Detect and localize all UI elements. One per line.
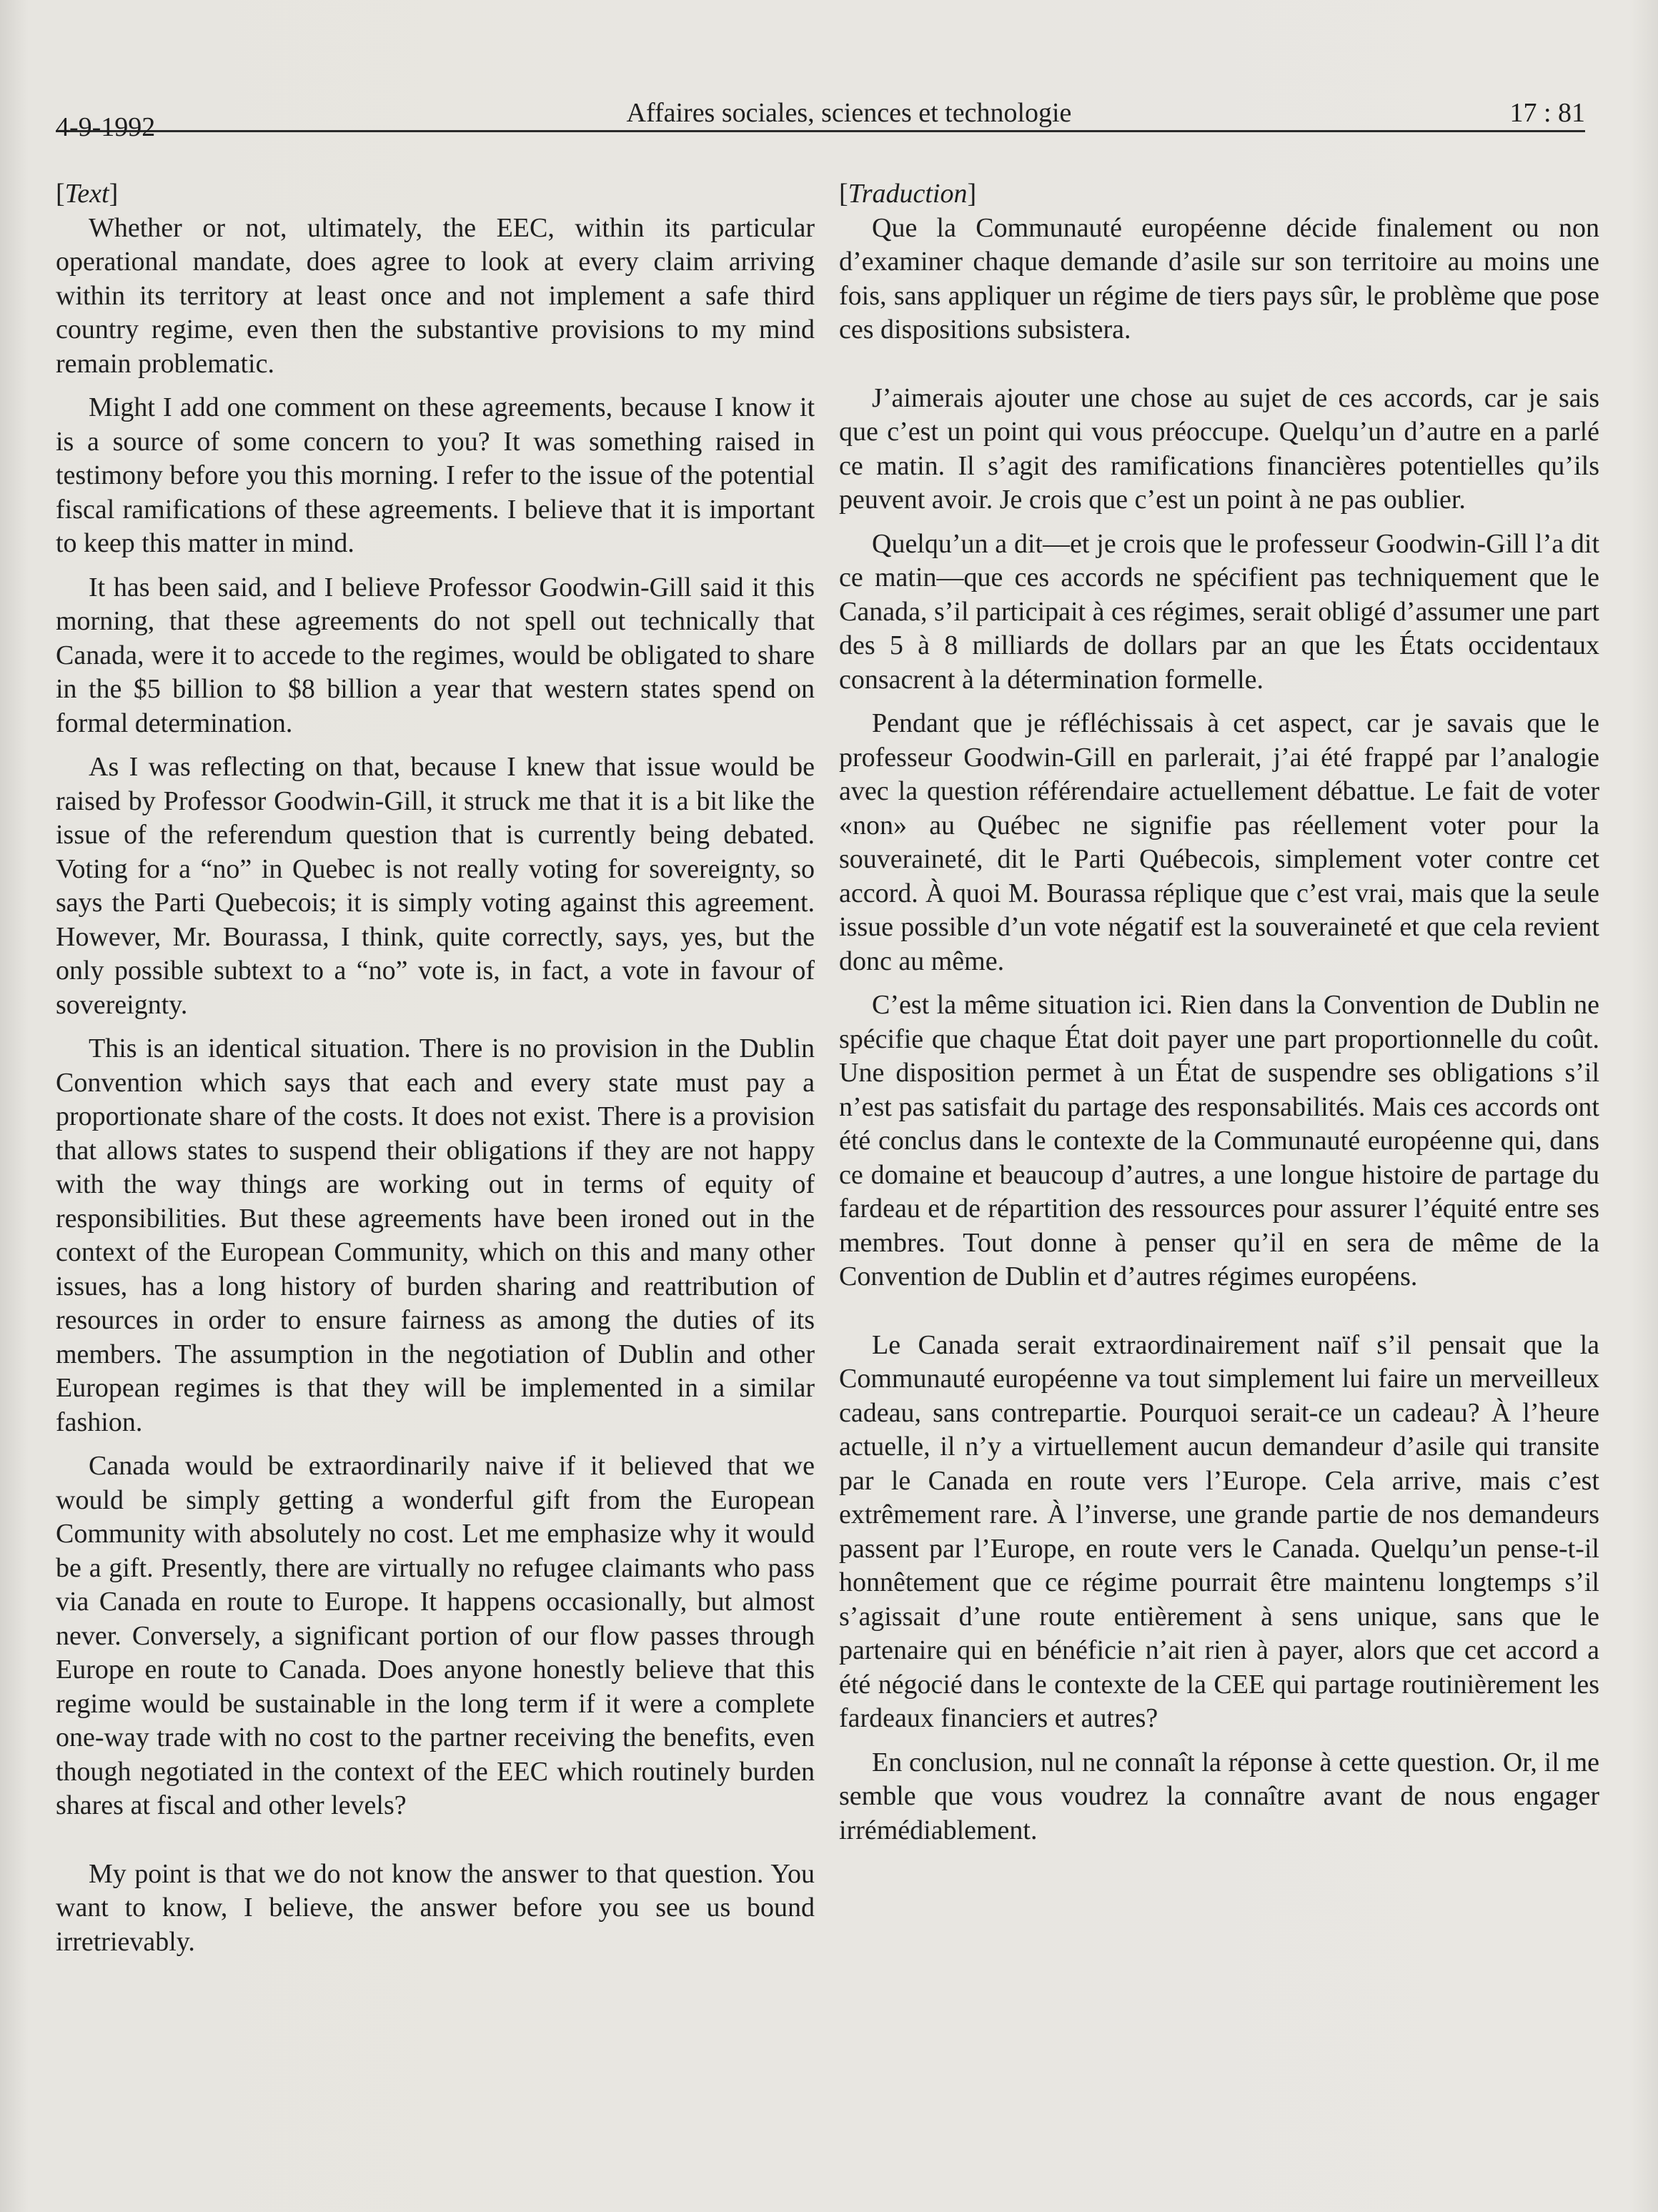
paragraph: Quelqu’un a dit—et je crois que le professeur Goodwin-Gill l’a dit ce matin—que ces accords ne spécifient pas techniquement que le Canada, s’il participait à ces régimes, serait obligé d’assumer une part des 5 à 8 milliards de dollars par an que les États occidentaux consacrent à la détermination formelle.	[839, 528, 1599, 695]
french-column	[839, 177, 1599, 1848]
paragraph: Le Canada serait extraordinairement naïf s’il pensait que la Communauté européenne va tout simplement lui faire un merveilleux cadeau, sans contrepartie. Pourquoi serait-ce un cadeau? À l’heure actuelle, il n’y a virtuellement aucun demandeur d’asile qui transite par le Canada en route vers l’Europe. Cela arrive, mais c’est extrêmement rare. À l’inverse, une grande partie de nos demandeurs passent par l’Europe, en route vers le Canada. Quelqu’un pense-t-il honnêtement que ce régime pourrait être maintenu longtemps s’il s’agissait d’une route entièrement à sens unique, sans que le partenaire qui en bénéficie n’ait rien à payer, alors que cet accord a été négocié dans le contexte de la CEE qui partage routinièrement les fardeaux financiers et autres?	[839, 1329, 1599, 1733]
paragraph: Canada would be extraordinarily naive if it believed that we would be simply getting a wonderful gift from the European Community with absolutely no cost. Let me emphasize why it would be a gift. Presently, there are virtually no refugee claimants who pass via Canada en route to Europe. It happens occasionally, but almost never. Conversely, a significant portion of our flow passes through Europe en route to Canada. Does anyone honestly believe that this regime would be sustainable in the long term if it were a complete one-way trade with no cost to the partner receiving the benefits, even though negotiated in the context of the EEC which routinely burden shares at fiscal and other levels?	[56, 1451, 815, 1820]
paragraph: En conclusion, nul ne connaît la réponse à cette question. Or, il me semble que vous voudrez la connaître avant de nous engager irrémédiablement.	[839, 1747, 1599, 1845]
header-page-number: 17 : 81	[1509, 98, 1585, 128]
paragraph: Whether or not, ultimately, the EEC, within its particular operational mandate, does agree to look at every claim arriving within its territory at least once and not implement a safe third country regime, even then the substantive provisions to my mind remain problematic.	[56, 212, 815, 379]
page-header	[56, 97, 1585, 142]
traduction-tag: [Traduction]	[839, 179, 977, 209]
paragraph: Pendant que je réfléchissais à cet aspect, car je savais que le professeur Goodwin-Gill en parlerait, j’ai été frappé par l’analogie avec la question référendaire actuellement débattue. Le fait de voter «non» au Québec ne signifie pas réellement voter pour la souveraineté, dit le Parti Québecois, simplement voter contre cet accord. À quoi M. Bourassa réplique que c’est vrai, mais que la seule issue possible d’un vote négatif est la souveraineté et que cela revient donc au même.	[839, 708, 1599, 976]
header-date: 4-9-1992	[56, 112, 156, 142]
paragraph: As I was reflecting on that, because I knew that issue would be raised by Professor Goodwin-Gill, it struck me that it is a bit like the issue of the referendum question that is currently being debated. Voting for a “no” in Quebec is not really voting for sovereignty, so says the Parti Quebecois; it is simply voting against this agreement. However, Mr. Bourassa, I think, quite correctly, says, yes, but the only possible subtext to a “no” vote is, in fact, a vote in favour of sovereignty.	[56, 752, 815, 1020]
text-tag: [Text]	[56, 179, 119, 209]
english-column	[56, 177, 815, 1959]
paragraph: C’est la même situation ici. Rien dans la Convention de Dublin ne spécifie que chaque État doit payer une part proportionnelle du coût. Une disposition permet à un État de suspendre ses obligations s’il n’est pas satisfait du partage des responsabilités. Mais ces accords ont été conclus dans le contexte de la Communauté européenne qui, dans ce domaine et beaucoup d’autres, a une longue histoire de partage du fardeau et de répartition des ressources pour assurer l’équité entre ses membres. Tout donne à penser qu’il en sera de même de la Convention de Dublin et d’autres régimes européens.	[839, 990, 1599, 1291]
paragraph: My point is that we do not know the answer to that question. You want to know, I believe, the answer before you see us bound irretrievably.	[56, 1858, 815, 1957]
paragraph: J’aimerais ajouter une chose au sujet de ces accords, car je sais que c’est un point qui vous préoccupe. Quelqu’un d’autre en a parlé ce matin. Il s’agit des ramifications financières potentielles qu’ils peuvent avoir. Je crois que c’est un point à ne pas oublier.	[839, 382, 1599, 515]
header-title: Affaires sociales, sciences et technologie	[626, 98, 1072, 128]
paragraph: It has been said, and I believe Professor Goodwin-Gill said it this morning, that these agreements do not spell out technically that Canada, were it to accede to the regimes, would be obligated to share in the $5 billion to $8 billion a year that western states spend on formal determination.	[56, 572, 815, 738]
paragraph: Might I add one comment on these agreements, because I know it is a source of some concern to you? It was something raised in testimony before you this morning. I refer to the issue of the potential fiscal ramifications of these agreements. I believe that it is important to keep this matter in mind.	[56, 392, 815, 558]
paragraph: This is an identical situation. There is no provision in the Dublin Convention which says that each and every state must pay a proportionate share of the costs. It does not exist. There is a provision that allows states to suspend their obligations if they are not happy with the way things are working out in terms of equity of responsibilities. But these agreements have been ironed out in the context of the European Community, which on this and many other issues, has a long history of burden sharing and reattribution of resources in order to ensure fairness as among the duties of its members. The assumption in the negotiation of Dublin and other European regimes is that they will be implemented in a similar fashion.	[56, 1033, 815, 1437]
paragraph: Que la Communauté européenne décide finalement ou non d’examiner chaque demande d’asile sur son territoire au moins une fois, sans appliquer un régime de tiers pays sûr, le problème que pose ces dispositions subsistera.	[839, 212, 1599, 344]
